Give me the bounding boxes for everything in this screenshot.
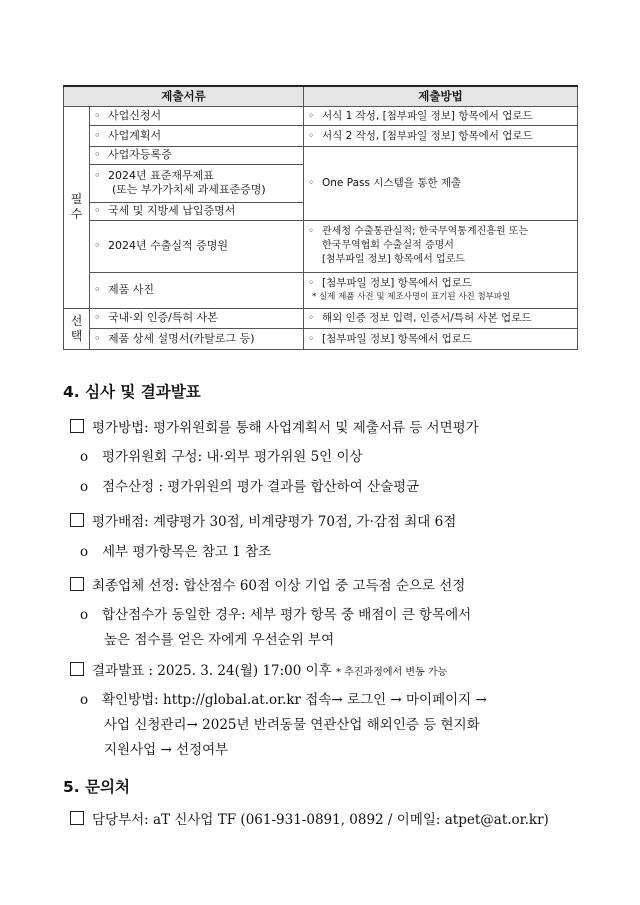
submit-method: [첨부파일 정보] 항목에서 업로드 [322,332,473,345]
submission-documents-table [63,85,578,350]
header-method: 제출방법 [304,86,578,106]
checkbox-marker [70,513,84,527]
tie-line-1: ο 합산점수가 동일한 경우: 세부 평가 항목 중 배점이 큰 항목에서 [80,607,472,623]
table-row: ◦ 제품 상세 설명서(카탈로그 등) ◦ [첨부파일 정보] 항목에서 업로드 [64,328,578,349]
tie-line-2: 높은 점수를 얻은 자에게 우선순위 부여 [104,632,335,648]
submit-method: 서식 1 작성, [첨부파일 정보] 항목에서 업로드 [322,109,533,122]
doc-name: 2024년 수출실적 증명원 [108,239,228,252]
doc-name: 사업신청서 [108,108,162,122]
result-line: 결과발표 : 2025. 3. 24(월) 17:00 이후 * 추진과정에서 변동 가능 [70,659,447,679]
doc-name: 2024년 표준재무제표 [108,169,214,182]
table-row: ◦ 2024년 표준재무제표 (또는 부가가치세 과세표준증명) [64,164,578,202]
check-line-3: 지원사업 → 선정여부 [104,742,229,758]
table-header-row [64,86,578,106]
check-line-2: 사업 신청관리→ 2025년 반려동물 연관산업 해외인증 등 현지화 [104,717,480,733]
submit-method: One Pass 시스템을 통한 제출 [322,177,462,189]
checkbox-marker [70,577,84,591]
doc-name: 제품 상세 설명서(카탈로그 등) [108,331,255,345]
table-row: ◦ 사업계획서 ◦ 서식 2 작성, [첨부파일 정보] 항목에서 업로드 [64,125,578,146]
table-row: ◦ 2024년 수출실적 증명원 ◦ 관세청 수출통관실적; 한국무역통계진흥원 또는 한국무역협회 수출실적 증명서 [첨부파일 정보] 항목에서 업로드 [64,220,578,272]
check-line-1: ο 확인방법: http://global.at.or.kr 접속→ 로그인 → 마이페이지 → [80,692,487,708]
doc-name: 국내·외 인증/특허 사본 [108,311,218,324]
points-detail-line: ο 세부 평가항목은 참고 1 참조 [80,544,272,560]
scoring-line: ο 점수산정 : 평가위원의 평가 결과를 합산하여 산술평균 [80,479,420,495]
header-docs: 제출서류 [64,86,304,106]
table-row: ◦ 국세 및 지방세 납입증명서 [64,202,578,220]
doc-name: 사업계획서 [108,128,162,142]
table-row: ◦ 제품 사진 ◦ [첨부파일 정보] 항목에서 업로드 * 실제 제품 사진 및 제조사명이 표기된 사진 첨부파일 [64,272,578,308]
checkbox-marker [70,811,84,825]
checkbox-marker [70,662,84,676]
submit-method: [첨부파일 정보] 항목에서 업로드 [322,277,473,289]
table-row: 선 택 ◦ 국내·외 인증/특허 사본 ◦ 해외 인증 정보 입력, 인증서/특허 사본 업로드 [64,308,578,328]
section-5-title: 5. 문의처 [63,778,130,796]
eval-method-line: 평가방법: 평가위원회를 통해 사업계획서 및 제출서류 등 서면평가 [70,416,479,436]
required-label: 필 수 [64,106,90,308]
photo-note: * 실제 제품 사진 및 제조사명이 표기된 사진 첨부파일 [312,292,511,302]
doc-name: 사업자등록증 [108,148,172,161]
doc-name: 국세 및 지방세 납입증명서 [108,204,236,217]
submit-method: 관세청 수출통관실적; 한국무역통계진흥원 또는 [322,226,529,237]
section-4-title: 4. 심사 및 결과발표 [63,383,201,401]
submit-method: 해외 인증 정보 입력, 인증서/특허 사본 업로드 [322,312,532,324]
optional-label: 선 택 [64,308,90,349]
final-selection-line: 최종업체 선정: 합산점수 60점 이상 기업 중 고득점 순으로 선정 [70,574,465,594]
doc-name: 제품 사진 [108,283,155,296]
points-line: 평가배점: 계량평가 30점, 비계량평가 70점, 가·감점 최대 6점 [70,510,456,530]
committee-line: ο 평가위원회 구성: 내·외부 평가위원 5인 이상 [80,449,363,465]
result-note: * 추진과정에서 변동 가능 [336,667,448,678]
checkbox-marker [70,419,84,433]
table-row: 필 수 ◦ 사업신청서 ◦ 서식 1 작성, [첨부파일 정보] 항목에서 업로드 [64,106,578,125]
table-row: ◦ 사업자등록증 ◦ One Pass 시스템을 통한 제출 [64,146,578,164]
submit-method: 서식 2 작성, [첨부파일 정보] 항목에서 업로드 [322,129,533,142]
contact-line: 담당부서: aT 신사업 TF (061-931-0891, 0892 / 이메일: atpet@at.or.kr) [70,808,549,828]
